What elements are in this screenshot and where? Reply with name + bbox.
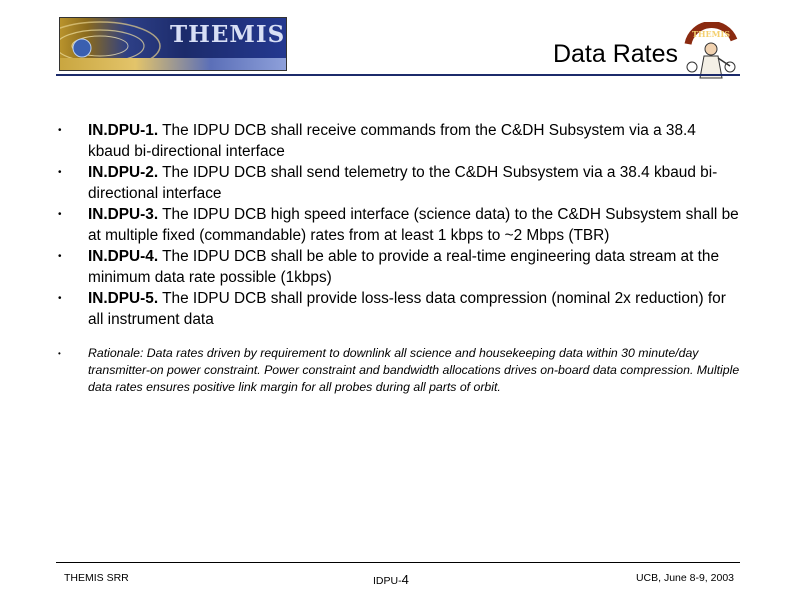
requirement-text: The IDPU DCB shall be able to provide a real-time engineering data stream at the minimum data rate possible (1kbps) [88,248,720,286]
requirement-id: IN.DPU-5. [88,290,159,307]
bullet-marker: • [58,125,62,136]
bullet-marker: • [58,349,61,358]
requirement-item [56,162,740,204]
bullet-marker: • [58,167,62,178]
requirement-id: IN.DPU-1. [88,122,159,139]
title-divider [56,74,740,76]
footer-page-prefix: IDPU- [373,575,402,587]
themis-mascot-icon [682,22,740,82]
bullet-marker: • [58,251,62,262]
requirement-item [56,120,740,162]
bullet-marker: • [58,209,62,220]
requirement-text: The IDPU DCB high speed interface (science data) to the C&DH Subsystem shall be at multiple fixed (commandable) rates from at least 1 kbps to ~2 Mbps (TBR) [88,206,739,244]
requirement-text: The IDPU DCB shall receive commands from the C&DH Subsystem via a 38.4 kbaud bi-directional interface [88,122,696,160]
requirement-id: IN.DPU-4. [88,248,159,265]
requirement-item [56,246,740,288]
requirement-id: IN.DPU-2. [88,164,159,181]
footer-page-number [373,572,409,587]
requirement-item [56,204,740,246]
requirement-id: IN.DPU-3. [88,206,159,223]
requirement-text: The IDPU DCB shall send telemetry to the C&DH Subsystem via a 38.4 kbaud bi-directional interface [88,164,718,202]
bullet-list [56,120,740,396]
footer-right: UCB, June 8-9, 2003 [635,572,734,584]
rationale-item [56,345,740,396]
themis-logo [59,17,287,71]
svg-text:THEMIS: THEMIS [692,29,730,39]
footer-divider [56,562,740,563]
footer-page-num: 4 [401,572,409,587]
bullet-marker: • [58,293,62,304]
rationale-text: Rationale: Data rates driven by requirement to downlink all science and housekeeping data within 30 minute/day transmitter-on power constraint. Power constraint and bandwidth allocations drives on-board data compression. Multiple data rates ensures positive link margin for all probes during all parts of orbit. [88,346,740,394]
requirement-text: The IDPU DCB shall provide loss-less data compression (nominal 2x reduction) for all instrument data [88,290,726,328]
logo-text: THEMIS [170,21,286,48]
requirement-item [56,288,740,330]
logo-bar [60,58,286,70]
footer-left: THEMIS SRR [64,572,129,584]
slide-title: Data Rates [552,40,678,68]
